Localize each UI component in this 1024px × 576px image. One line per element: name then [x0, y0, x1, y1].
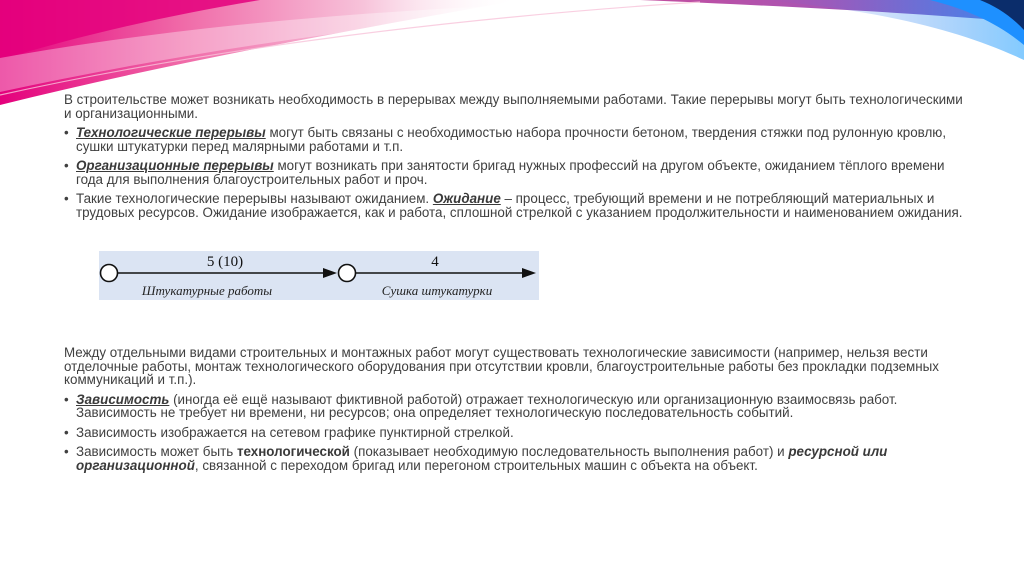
arrowhead-2	[522, 268, 536, 278]
event-node-middle	[339, 265, 356, 282]
bullet-text: (иногда её ещё называют фиктивной работой) отражает технологическую или организационную взаимосвязь работ. Зависимость не требует ни времени, ни ресурсов; она определяет технологическую последовательность событий.	[76, 391, 898, 420]
arrow1-label: Штукатурные работы	[141, 283, 273, 298]
bullet-text: могут возникать при занятости бригад нужных профессий на другом объекте, ожиданием тёплого времени года для выполнения благоустроительных работ и проч.	[76, 158, 945, 187]
term-organizational-breaks: Организационные перерывы	[76, 158, 274, 173]
bullet-technological-breaks	[64, 126, 964, 153]
bullet-dependency-definition	[64, 393, 964, 420]
term-technological-breaks: Технологические перерывы	[76, 125, 266, 140]
term-technological: технологической	[236, 444, 350, 459]
arrowhead-1	[323, 268, 337, 278]
bullet-text: Зависимость может быть	[76, 444, 237, 459]
bullet-text: могут быть связаны с необходимостью набора прочности бетоном, твердения стяжки под рулонную кровлю, сушки штукатурки перед малярными работами и т.п.	[76, 125, 947, 154]
arrow2-label: Сушка штукатурки	[381, 283, 493, 298]
arrow1-duration: 5 (10)	[206, 254, 244, 270]
bullet-text: – процесс, требующий времени и не потребляющий материальных и трудовых ресурсов. Ожидание изображается, как и работа, сплошной стрелкой с указанием продолжительности и наименованием ожидания.	[76, 191, 963, 220]
network-arrow-diagram	[99, 251, 539, 300]
intro-paragraph: В строительстве может возникать необходимость в перерывах между выполняемыми работами. Такие перерывы могут быть технологическими и организационными.	[64, 92, 963, 121]
dependencies-paragraph: Между отдельными видами строительных и монтажных работ могут существовать технологические зависимости (например, нельзя вести отделочные работы, монтаж технологического оборудования при отсутствии кровли, благоустроительные работы без прокладки подземных коммуникаций и т.п.).	[64, 345, 939, 387]
text-block-breaks	[64, 93, 964, 225]
arrow2-duration: 4	[431, 254, 439, 270]
bullet-text: (показывает необходимую последовательность выполнения работ) и	[349, 444, 789, 459]
term-dependency: Зависимость	[76, 391, 170, 407]
bullet-dependency-notation: • Зависимость изображается на сетевом графике пунктирной стрелкой.	[64, 426, 964, 440]
bullet-dependency-types	[64, 445, 964, 472]
event-node-start	[101, 265, 118, 282]
bullet-waiting-definition	[64, 192, 964, 219]
bullet-organizational-breaks	[64, 159, 964, 186]
term-resource-organizational: ресурсной или организационной	[76, 444, 888, 473]
text-block-dependencies	[64, 346, 964, 478]
bullet-text: Такие технологические перерывы называют ожиданием.	[76, 191, 433, 206]
term-waiting: Ожидание	[432, 191, 501, 206]
bullet-text: , связанной с переходом бригад или перегоном строительных машин с объекта на объект.	[194, 457, 758, 473]
